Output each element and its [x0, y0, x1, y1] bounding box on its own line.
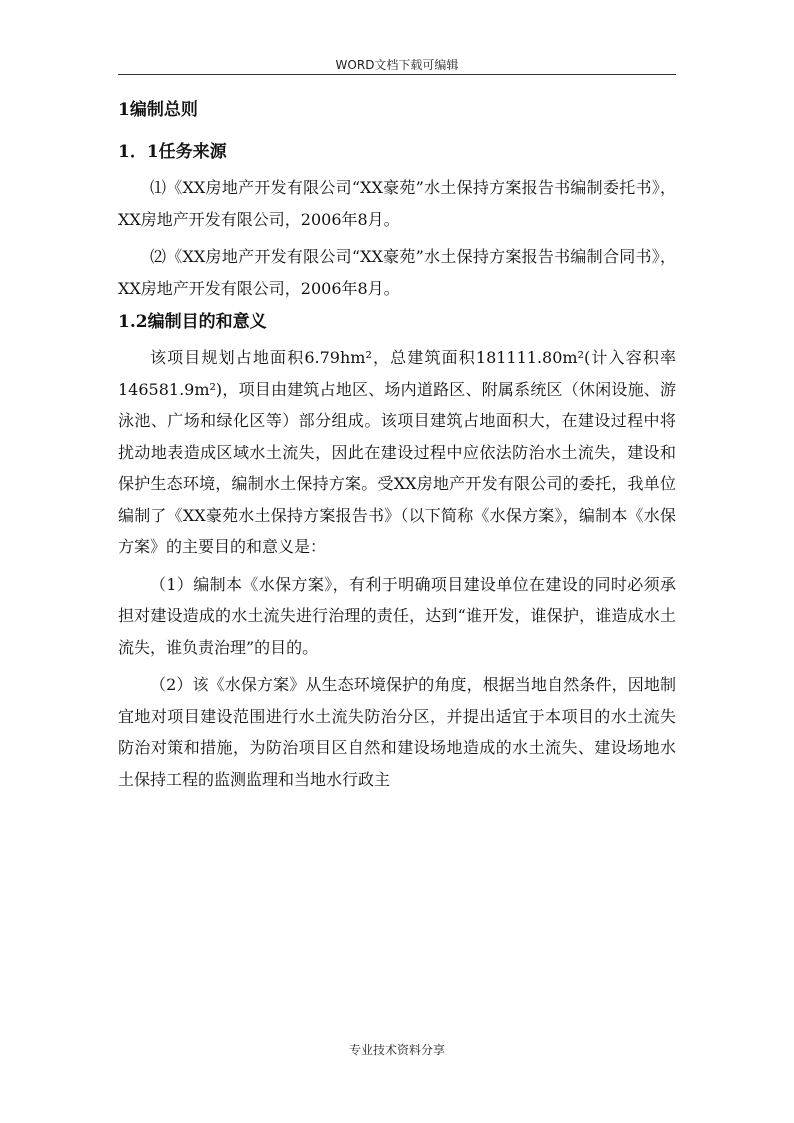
section-heading-1-2: 1.2编制目的和意义 — [118, 312, 267, 332]
page-footer: 专业技术资料分享 — [348, 1043, 445, 1057]
source-item-1: ⑴《XX房地产开发有限公司“XX豪苑”水土保持方案报告书编制委托书》，XX房地产开发有限公司，2006年8月。 — [118, 178, 676, 229]
section-heading-1: 1编制总则 — [118, 100, 198, 120]
purpose-paragraph-3: （2）该《水保方案》从生态环境保护的角度，根据当地自然条件，因地制宜地对项目建设范围进行水土流失防治分区，并提出适宜于本项目的水土流失防治对策和措施，为防治项目区自然和建设场地造成的水土流失、建设场地水土保持工程的监测监理和当地水行政主 — [118, 675, 676, 789]
page-header: WORD文档下载可编辑 — [335, 58, 459, 72]
section-heading-1-1: 1．1任务来源 — [118, 142, 227, 162]
document-body — [118, 98, 676, 795]
purpose-paragraph-2: （1）编制本《水保方案》，有利于明确项目建设单位在建设的同时必须承担对建设造成的水土流失进行治理的责任，达到“谁开发，谁保护，谁造成水土流失，谁负责治理”的目的。 — [118, 574, 676, 657]
header-divider — [118, 74, 676, 75]
source-item-2: ⑵《XX房地产开发有限公司“XX豪苑”水土保持方案报告书编制合同书》，XX房地产开发有限公司，2006年8月。 — [118, 247, 676, 298]
purpose-paragraph-1: 该项目规划占地面积6.79hm²，总建筑面积181111.80m²(计入容积率146581.9m²)，项目由建筑占地区、场内道路区、附属系统区（休闲设施、游泳池、广场和绿化区等）部分组成。该项目建筑占地面积大，在建设过程中将扰动地表造成区域水土流失，因此在建设过程中应依法防治水土流失，建设和保护生态环境，编制水土保持方案。受XX房地产开发有限公司的委托，我单位编制了《XX豪苑水土保持方案报告书》（以下简称《水保方案》，编制本《水保方案》的主要目的和意义是： — [118, 348, 676, 556]
